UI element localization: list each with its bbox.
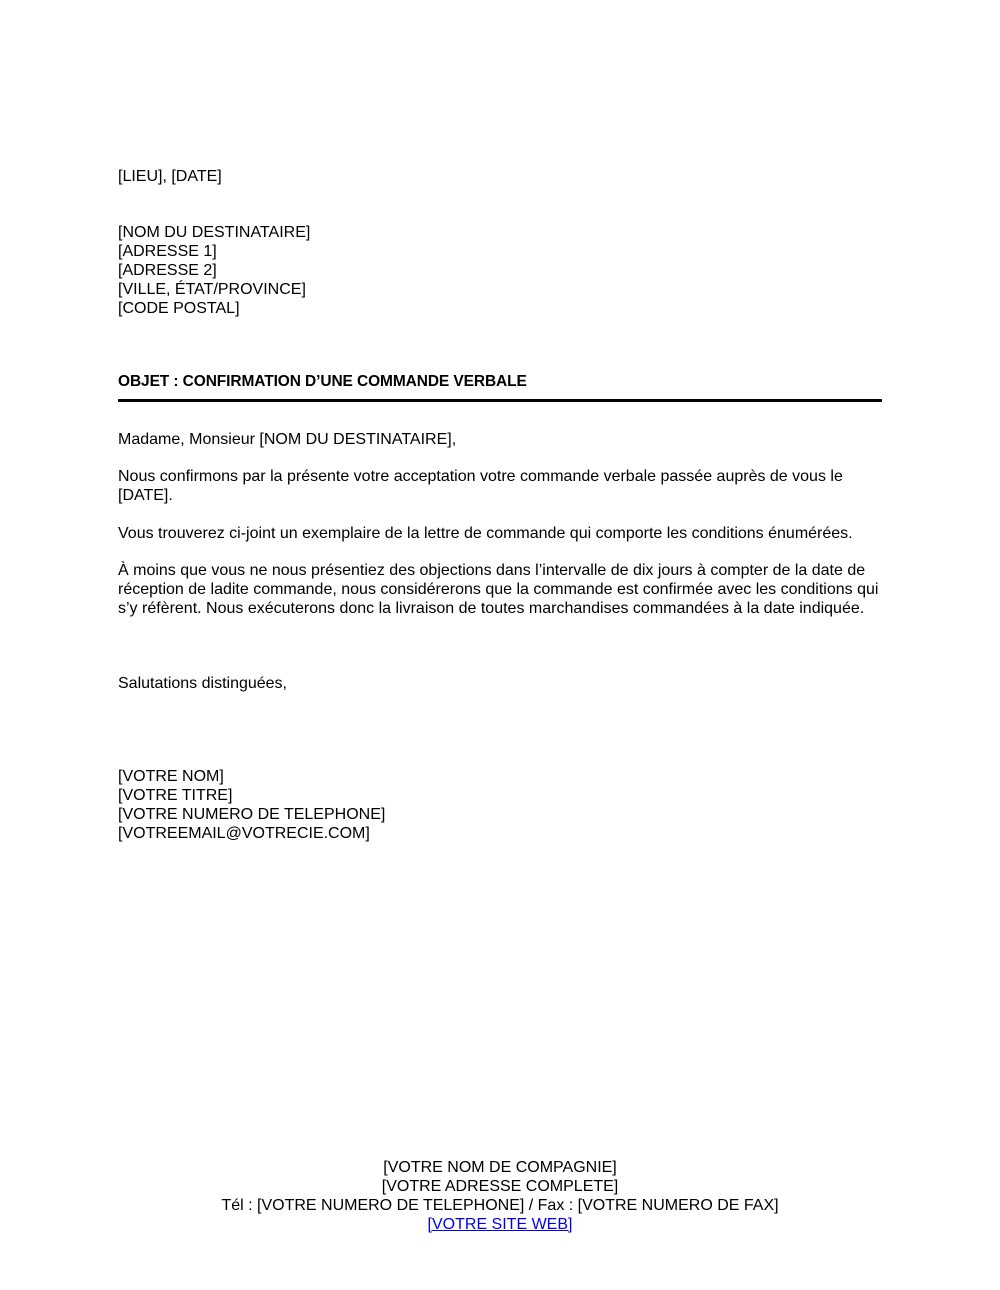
website-link[interactable]: [VOTRE SITE WEB] <box>427 1216 573 1233</box>
subject-line: OBJET : CONFIRMATION D’UNE COMMANDE VERBALE <box>118 373 527 390</box>
recipient-postal-code: [CODE POSTAL] <box>118 300 240 317</box>
signature-title: [VOTRE TITRE] <box>118 787 233 804</box>
footer-contact: Tél : [VOTRE NUMERO DE TELEPHONE] / Fax : [VOTRE NUMERO DE FAX] <box>221 1197 779 1214</box>
body-paragraph-2: Vous trouverez ci-joint un exemplaire de la lettre de commande qui comporte les conditions énumérées. <box>118 525 853 542</box>
footer-address: [VOTRE ADRESSE COMPLETE] <box>381 1178 619 1195</box>
place-date: [LIEU], [DATE] <box>118 168 222 185</box>
footer-company: [VOTRE NOM DE COMPAGNIE] <box>383 1159 617 1176</box>
footer-website-row <box>0 1215 1000 1234</box>
body-paragraph-3: À moins que vous ne nous présentiez des objections dans l’intervalle de dix jours à compter de la date de réception de ladite commande, nous considérerons que la commande est confirmée avec les conditions qui s’y réfèrent. Nous exécuterons donc la livraison de toutes marchandises commandées à la date indiquée. <box>118 562 879 617</box>
recipient-address-1: [ADRESSE 1] <box>118 243 217 260</box>
signature-email: [VOTREEMAIL@VOTRECIE.COM] <box>118 825 370 842</box>
signature-phone: [VOTRE NUMERO DE TELEPHONE] <box>118 806 386 823</box>
recipient-name: [NOM DU DESTINATAIRE] <box>118 224 311 241</box>
subject-divider <box>118 399 882 402</box>
recipient-city-state: [VILLE, ÉTAT/PROVINCE] <box>118 281 306 298</box>
body-paragraph-1: Nous confirmons par la présente votre acceptation votre commande verbale passée auprès de vous le [DATE]. <box>118 468 843 504</box>
closing: Salutations distinguées, <box>118 675 287 692</box>
salutation: Madame, Monsieur [NOM DU DESTINATAIRE], <box>118 431 457 448</box>
recipient-address-2: [ADRESSE 2] <box>118 262 217 279</box>
signature-name: [VOTRE NOM] <box>118 768 224 785</box>
